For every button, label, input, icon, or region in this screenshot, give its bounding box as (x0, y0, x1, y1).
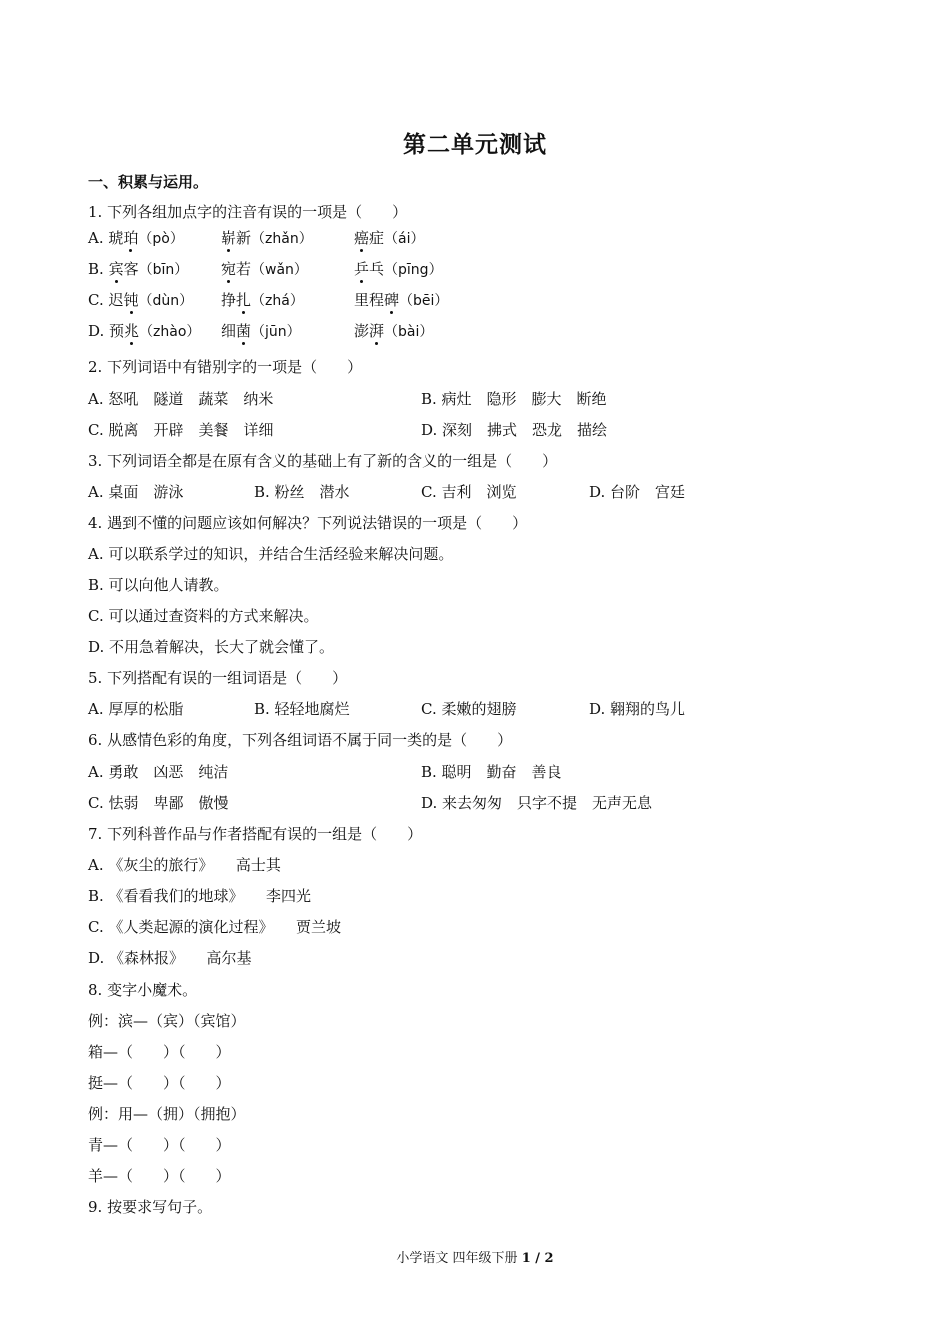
question-1-option-item (354, 321, 433, 342)
option-letter: C. (88, 291, 109, 309)
question-7-option-b: B. 《看看我们的地球》 李四光 (88, 887, 312, 905)
question-8-stem: 8. 变字小魔术。 (88, 981, 198, 999)
question-1-option-item (88, 259, 188, 280)
question-4-option-c: C. 可以通过查资料的方式来解决。 (88, 607, 319, 625)
question-8-line: 例：用—（拥）（拥抱） (88, 1105, 246, 1123)
dotted-char: 兆 (124, 322, 140, 340)
word-part: 挣 (221, 291, 237, 309)
dotted-char: 崭 (221, 229, 237, 247)
question-1-option-item (221, 259, 308, 280)
word-part: 症 (369, 229, 385, 247)
question-6-option-d: D. 来去匆匆 只字不提 无声无息 (421, 794, 653, 812)
page-number: 1 / 2 (521, 1251, 554, 1266)
question-1-option-item (221, 228, 313, 249)
page-footer (0, 1247, 950, 1266)
pinyin: （pò） (138, 231, 184, 247)
question-5-stem: 5. 下列搭配有误的一组词语是（ ） (88, 669, 348, 687)
question-2-stem: 2. 下列词语中有错别字的一项是（ ） (88, 358, 363, 376)
question-7-option-c: C. 《人类起源的演化过程》 贾兰坡 (88, 918, 341, 936)
question-1-option-item (221, 321, 301, 342)
pinyin: （zhào） (139, 324, 201, 340)
question-4-option-d: D. 不用急着解决，长大了就会懂了。 (88, 638, 335, 656)
dotted-char: 湃 (369, 322, 385, 340)
dotted-char: 宛 (221, 260, 237, 278)
question-1-option-item (354, 259, 443, 280)
question-8-line: 例：滨—（宾）（宾馆） (88, 1012, 246, 1030)
option-letter: D. (88, 322, 110, 340)
dotted-char: 珀 (123, 229, 139, 247)
question-7-option-a: A. 《灰尘的旅行》 高士其 (88, 856, 281, 874)
question-7-option-d: D. 《森林报》 高尔基 (88, 949, 252, 967)
question-9-stem: 9. 按要求写句子。 (88, 1198, 213, 1216)
question-8-line: 羊—（ ）（ ） (88, 1167, 231, 1185)
pinyin: （pīng） (384, 262, 443, 278)
dotted-char: 扎 (236, 291, 252, 309)
question-4-option-a: A. 可以联系学过的知识，并结合生活经验来解决问题。 (88, 545, 454, 563)
option-letter: A. (88, 229, 109, 247)
question-6-option-a: A. 勇敢 凶恶 纯洁 (88, 763, 229, 781)
pinyin: （bīn） (138, 262, 189, 278)
question-2-option-b: B. 病灶 隐形 膨大 断绝 (421, 390, 607, 408)
question-2-option-a: A. 怒吼 隧道 蔬菜 纳米 (88, 390, 274, 408)
dotted-char: 癌 (354, 229, 370, 247)
question-2-option-c: C. 脱离 开辟 美餐 详细 (88, 421, 274, 439)
question-1-option-item (354, 290, 448, 311)
pinyin: （bēi） (399, 293, 449, 309)
pinyin: （dùn） (138, 293, 194, 309)
pinyin: （bài） (384, 324, 434, 340)
question-1-option-item (88, 290, 193, 311)
question-3-option-d: D. 台阶 宫廷 (589, 483, 686, 501)
question-2-option-d: D. 深刻 拂式 恐龙 描绘 (421, 421, 608, 439)
word-part: 迟 (108, 291, 124, 309)
dotted-char: 乒 (354, 260, 370, 278)
question-4-stem: 4. 遇到不懂的问题应该如何解决？下列说法错误的一项是（ ） (88, 514, 528, 532)
word-part: 澎 (354, 322, 370, 340)
question-6-option-b: B. 聪明 勤奋 善良 (421, 763, 562, 781)
question-1-option-item (88, 321, 200, 342)
word-part: 琥 (108, 229, 124, 247)
question-1-option-item (221, 290, 304, 311)
question-3-option-a: A. 桌面 游泳 (88, 483, 184, 501)
question-8-line: 挺—（ ）（ ） (88, 1074, 231, 1092)
question-6-stem: 6. 从感情色彩的角度，下列各组词语不属于同一类的是（ ） (88, 731, 513, 749)
word-part: 乓 (369, 260, 385, 278)
option-letter: B. (88, 260, 109, 278)
question-1-option-item (354, 228, 425, 249)
question-5-option-b: B. 轻轻地腐烂 (254, 700, 350, 718)
question-5-option-d: D. 翱翔的鸟儿 (589, 700, 686, 718)
question-3-option-b: B. 粉丝 潜水 (254, 483, 350, 501)
question-3-option-c: C. 吉利 浏览 (421, 483, 517, 501)
word-part: 客 (123, 260, 139, 278)
dotted-char: 宾 (108, 260, 124, 278)
section-heading: 一、积累与运用。 (88, 173, 209, 191)
pinyin: （wǎn） (251, 262, 308, 278)
footer-text: 小学语文 四年级下册 (396, 1251, 522, 1266)
pinyin: （jūn） (251, 324, 301, 340)
word-part: 若 (236, 260, 252, 278)
pinyin: （zhǎn） (251, 231, 313, 247)
question-5-option-c: C. 柔嫩的翅膀 (421, 700, 517, 718)
question-8-line: 箱—（ ）（ ） (88, 1043, 231, 1061)
question-1-option-item (88, 228, 184, 249)
dotted-char: 钝 (123, 291, 139, 309)
question-1-stem: 1. 下列各组加点字的注音有误的一项是（ ） (88, 203, 408, 221)
question-4-option-b: B. 可以向他人请教。 (88, 576, 229, 594)
word-part: 细 (221, 322, 237, 340)
question-5-option-a: A. 厚厚的松脂 (88, 700, 184, 718)
question-6-option-c: C. 怯弱 卑鄙 傲慢 (88, 794, 229, 812)
word-part: 里程 (354, 291, 385, 309)
dotted-char: 碑 (384, 291, 400, 309)
word-part: 新 (236, 229, 252, 247)
question-3-stem: 3. 下列词语全都是在原有含义的基础上有了新的含义的一组是（ ） (88, 452, 558, 470)
page-title: 第二单元测试 (403, 131, 547, 158)
word-part: 预 (109, 322, 125, 340)
dotted-char: 菌 (236, 322, 252, 340)
pinyin: （zhá） (251, 293, 304, 309)
question-7-stem: 7. 下列科普作品与作者搭配有误的一组是（ ） (88, 825, 423, 843)
pinyin: （ái） (384, 231, 425, 247)
question-8-line: 青—（ ）（ ） (88, 1136, 231, 1154)
